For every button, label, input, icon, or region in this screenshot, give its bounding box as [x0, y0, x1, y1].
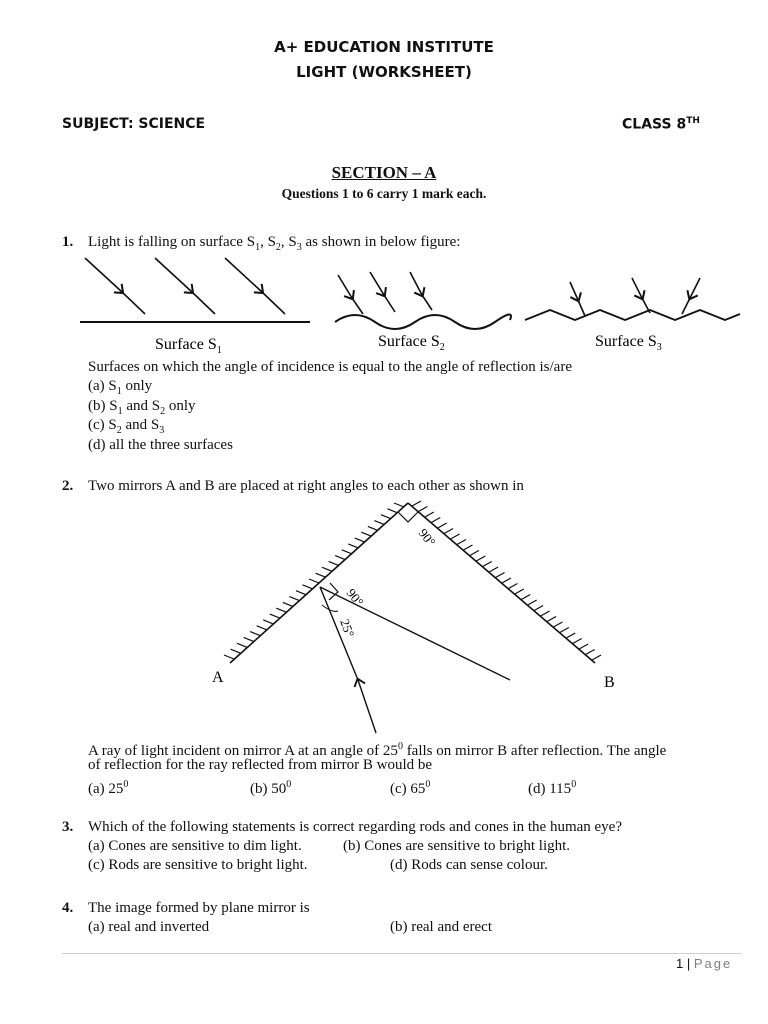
- q4-text: The image formed by plane mirror is: [88, 900, 310, 916]
- q2-option-d: (d) $115^0$: [528, 779, 577, 797]
- q4-option-b: (b) real and erect: [390, 919, 493, 935]
- q1-text: Light is falling on surface $S_1$, $S_2$, $S_3$ as shown in below figure:: [88, 234, 461, 253]
- page-word: Page: [693, 956, 733, 971]
- q2-option-a: (a) $25^0$: [88, 779, 129, 797]
- q4-option-a: (a) real and inverted: [88, 919, 210, 935]
- class-suffix: TH: [686, 116, 700, 126]
- mirrors-figure: [200, 495, 630, 740]
- q3-number: 3.: [62, 819, 74, 835]
- q2-question-line2: of reflection for the ray reflected from mirror B would be: [88, 757, 433, 773]
- surface-s3-rays: [570, 278, 700, 316]
- surface-s2-line: [335, 314, 511, 329]
- q3-option-d: (d) Rods can sense colour.: [390, 857, 548, 873]
- surface-s1-rays: [85, 258, 285, 314]
- footer-divider: [62, 953, 742, 954]
- incident-ray: [358, 680, 376, 733]
- q1-option-b: (b) $S_1$ and $S_2$ only: [88, 398, 196, 417]
- page-footer: [676, 956, 732, 971]
- class-prefix: CLASS 8: [622, 116, 687, 133]
- surface-s2-label: Surface $S_2$: [378, 333, 445, 353]
- q2-number: 2.: [62, 478, 74, 494]
- section-note: Questions 1 to 6 carry 1 mark each.: [281, 186, 487, 201]
- worksheet-title: LIGHT (WORKSHEET): [296, 63, 472, 81]
- page-number: 1: [676, 956, 684, 971]
- q2-option-b: (b) $50^0$: [250, 779, 292, 797]
- mirror-b-hatch: [412, 501, 601, 660]
- mirror-b: [408, 503, 595, 663]
- angle-arc: [322, 605, 338, 611]
- mirror-a-label: A: [212, 669, 224, 686]
- q2-question-line1: A ray of light incident on mirror A at an angle of $25^0$ falls on mirror B after reflection. The angle: [88, 741, 667, 759]
- surface-s2-rays: [338, 272, 432, 314]
- q3-text: Which of the following statements is correct regarding rods and cones in the human eye?: [88, 819, 622, 835]
- q1-number: 1.: [62, 234, 74, 250]
- right-angle-mark-top: [398, 512, 418, 522]
- q4-number: 4.: [62, 900, 74, 916]
- surface-s1-label: Surface $S_1$: [155, 336, 222, 356]
- q3-option-a: (a) Cones are sensitive to dim light.: [88, 838, 302, 854]
- q1-option-a: (a) $S_1$ only: [88, 378, 153, 397]
- angle-mid-label: 90°: [343, 585, 367, 610]
- angle-top-label: 90°: [415, 525, 439, 550]
- page-separator: |: [686, 956, 691, 971]
- surface-s3-label: Surface $S_3$: [595, 333, 662, 353]
- angle-incidence-label: 25°: [337, 616, 358, 640]
- subject-label: SUBJECT: SCIENCE: [62, 116, 206, 132]
- q1-option-d: (d) all the three surfaces: [88, 437, 233, 453]
- surface-s3-line: [525, 310, 740, 320]
- mirror-b-label: B: [604, 674, 615, 691]
- section-title: SECTION – A: [331, 163, 437, 182]
- q2-text: Two mirrors A and B are placed at right angles to each other as shown in: [88, 478, 524, 494]
- q3-option-c: (c) Rods are sensitive to bright light.: [88, 857, 308, 873]
- class-label: [622, 116, 700, 133]
- q3-option-b: (b) Cones are sensitive to bright light.: [343, 838, 571, 854]
- q2-option-c: (c) $65^0$: [390, 779, 431, 797]
- mirror-a-hatch: [224, 503, 404, 659]
- q1-question: Surfaces on which the angle of incidence is equal to the angle of reflection is/are: [88, 359, 572, 375]
- institute-name: A+ EDUCATION INSTITUTE: [274, 38, 494, 56]
- surfaces-figure: [70, 250, 750, 360]
- q1-option-c: (c) $S_2$ and $S_3$: [88, 417, 165, 436]
